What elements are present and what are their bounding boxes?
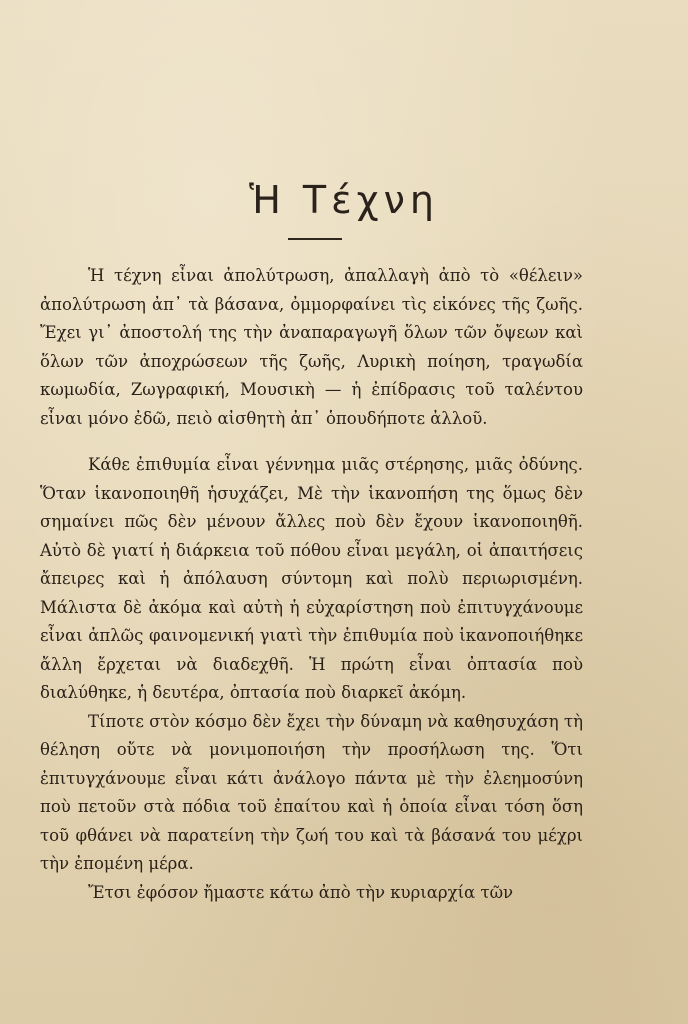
paragraph-2: Κάθε ἐπιθυμία εἶναι γέννημα μιᾶς στέρησης, μιᾶς ὀδύνης. Ὅταν ἱκανοποιηθῆ ἡσυχάζει, Μὲ τὴν ἱκανοπήση της ὅμως δὲν σημαίνει πῶς δὲν μένουν ἄλλες ποὺ δὲν ἔχουν ἱκανοποιηθῆ. Αὐτὸ δὲ γιατί ἡ διάρκεια τοῦ πόθου εἶναι μεγάλη, οἱ ἀπαιτήσεις ἄπειρες καὶ ἡ ἀπόλαυση σύντομη καὶ πολὺ περιωρισμένη. Μάλιστα δὲ ἀκόμα καὶ αὐτὴ ἡ εὐχαρίστηση ποὺ ἐπιτυγχάνουμε εἶναι ἁπλῶς φαινομενική γιατὶ τὴν ἐπιθυμία ποὺ ἱκανοποιήθηκε ἄλλη ἔρχεται νὰ διαδεχθῆ. Ἡ πρώτη εἶναι ὀπτασία ποὺ διαλύθηκε, ἡ δευτέρα, ὀπτασία ποὺ διαρκεῖ ἀκόμη. bbox=[40, 455, 583, 702]
paragraph-4: Ἔτσι ἐφόσον ἤμαστε κάτω ἀπὸ τὴν κυριαρχία τῶν bbox=[88, 882, 514, 902]
paragraph-1: Ἡ τέχνη εἶναι ἀπολύτρωση, ἀπαλλαγὴ ἀπὸ τὸ «θέλειν» ἀπολύτρωση ἀπ᾿ τὰ βάσανα, ὀμμορφαίνει τὶς εἰκόνες τῆς ζωῆς. Ἔχει γι᾿ ἀποστολή της τὴν ἀναπαραγωγῆ ὅλων τῶν ὄψεων καὶ ὅλων τῶν ἀποχρώσεων τῆς ζωῆς, Λυρικὴ ποίηση, τραγωδία κωμωδία, Ζωγραφική, Μουσικὴ — ἡ ἐπίδρασις τοῦ ταλέντου εἶναι μόνο ἐδῶ, πειὸ αἰσθητὴ ἀπ᾿ ὁπουδήποτε ἀλλοῦ. bbox=[40, 266, 583, 428]
chapter-title: Ἡ Τέχνη bbox=[249, 178, 439, 222]
paragraph-3: Τίποτε στὸν κόσμο δὲν ἔχει τὴν δύναμη νὰ καθησυχάση τὴ θέληση οὔτε νὰ μονιμοποιήση τὴν προσήλωση της. Ὅτι ἐπιτυγχάνουμε εἶναι κάτι ἀνάλογο πάντα μὲ τὴν ἐλεημοσύνη ποὺ πετοῦν στὰ πόδια τοῦ ἐπαίτου καὶ ἡ ὁποία εἶναι τόση ὅση τοῦ φθάνει νὰ παρατείνη τὴν ζωή του καὶ τὰ βάσανά του μέχρι τὴν ἐπομένη μέρα. bbox=[40, 711, 583, 873]
body-text bbox=[40, 262, 583, 907]
title-underline bbox=[288, 238, 342, 240]
